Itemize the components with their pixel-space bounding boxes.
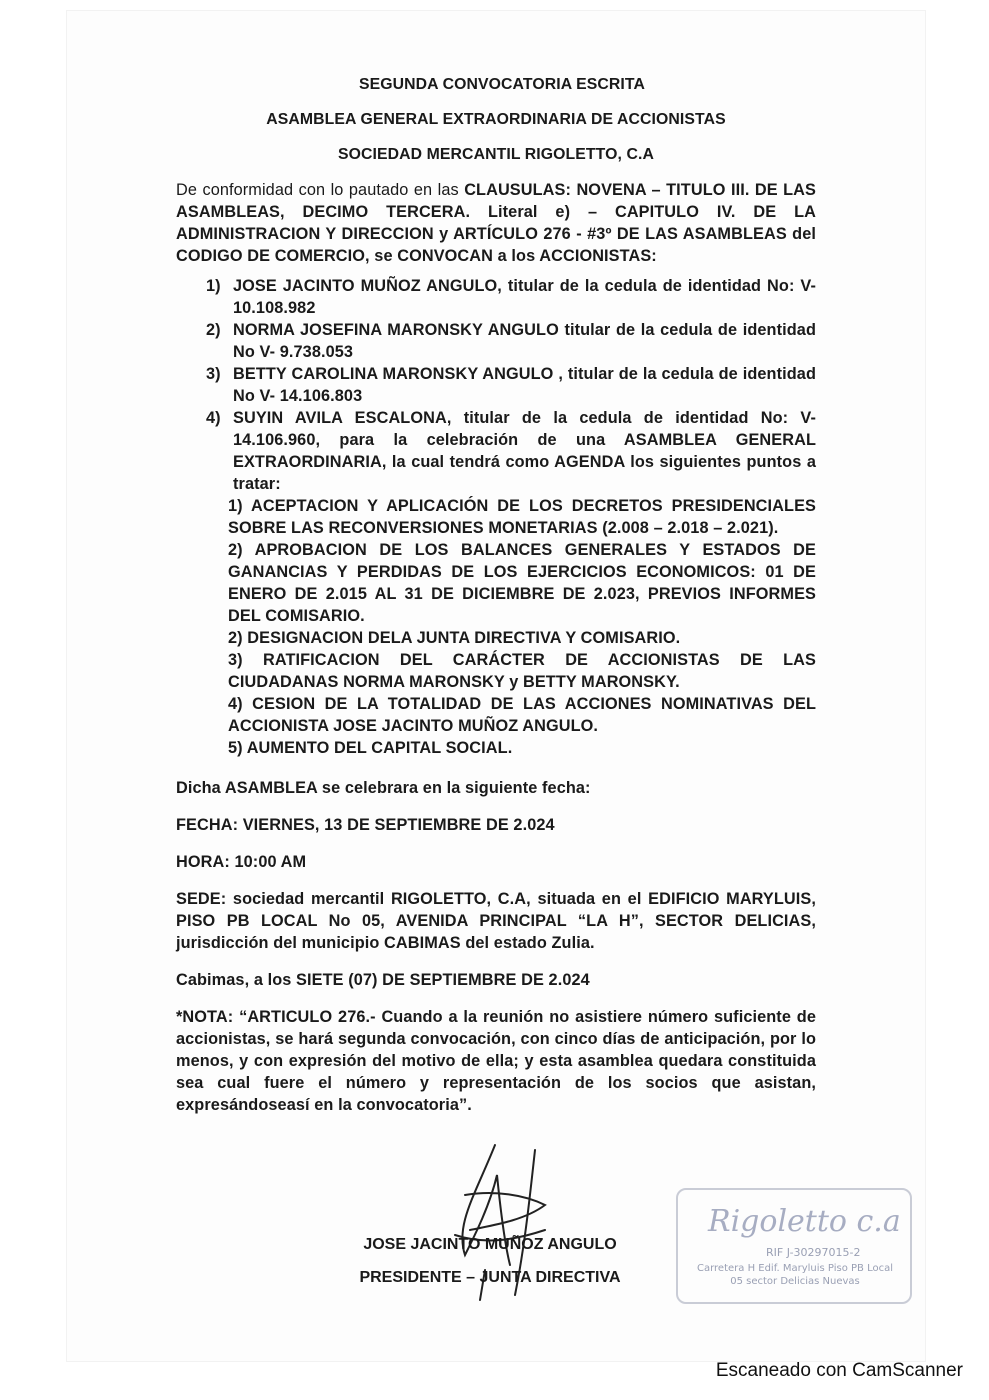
shareholder-text: BETTY CAROLINA MARONSKY ANGULO , titular de la cedula de identidad No V- 14.106.803 xyxy=(233,365,816,405)
signer-role: PRESIDENTE – JUNTA DIRECTIVA xyxy=(359,1269,621,1286)
stamp-address: Carretera H Edif. Maryluis Piso PB Local 05 sector Delicias Nuevas xyxy=(696,1263,894,1287)
scanner-watermark: Escaneado con CamScanner xyxy=(715,1360,963,1381)
agenda-item: 5) AUMENTO DEL CAPITAL SOCIAL. xyxy=(228,739,513,757)
stamp-rif: RIF J-30297015-2 xyxy=(766,1246,861,1259)
shareholder-number: 3) xyxy=(206,365,221,383)
place-and-date: Cabimas, a los SIETE (07) DE SEPTIEMBRE DE 2.024 xyxy=(176,971,590,989)
shareholder-item xyxy=(206,363,816,407)
shareholder-number: 1) xyxy=(206,277,221,295)
shareholder-item xyxy=(206,275,816,319)
shareholder-text: NORMA JOSEFINA MARONSKY ANGULO titular de la cedula de identidad No V- 9.738.053 xyxy=(233,321,816,361)
shareholder-item xyxy=(206,319,816,363)
intro-paragraph xyxy=(176,179,816,267)
agenda-item: 3) RATIFICACION DEL CARÁCTER DE ACCIONISTAS DE LAS CIUDADANAS NORMA MARONSKY y BETTY MARONSKY. xyxy=(228,651,816,691)
company-stamp xyxy=(676,1188,912,1304)
shareholder-list xyxy=(206,275,816,495)
signature-block xyxy=(330,1228,650,1294)
intro-part-3: Literal e) – CAPITULO IV. DE LA ADMINISTRACION Y DIRECCION y ARTÍCULO 276 - #3º DE LAS ASAMBLEAS del CODIGO DE COMERCIO, se CONVOCAN a los ACCIONISTAS: xyxy=(176,203,816,265)
stamp-logo: Rigoletto c.a xyxy=(708,1204,901,1239)
shareholder-number: 2) xyxy=(206,321,221,339)
meeting-time: HORA: 10:00 AM xyxy=(176,853,307,871)
meeting-venue: SEDE: sociedad mercantil RIGOLETTO, C.A, situada en el EDIFICIO MARYLUIS, PISO PB LOCAL No 05, AVENIDA PRINCIPAL “LA H”, SECTOR DELICIAS, jurisdicción del municipio CABIMAS del estado Zulia. xyxy=(176,890,816,952)
shareholder-item xyxy=(206,407,816,495)
agenda-list xyxy=(228,495,816,759)
signer-name: JOSE JACINTO MUÑOZ ANGULO xyxy=(363,1236,617,1253)
shareholder-text: JOSE JACINTO MUÑOZ ANGULO, titular de la cedula de identidad No: V- 10.108.982 xyxy=(233,277,816,317)
document-body xyxy=(176,74,816,1116)
document-title: SEGUNDA CONVOCATORIA ESCRITA xyxy=(359,76,645,93)
agenda-item: 1) ACEPTACION Y APLICACIÓN DE LOS DECRETOS PRESIDENCIALES SOBRE LAS RECONVERSIONES MONETARIAS (2.008 – 2.018 – 2.021). xyxy=(228,497,816,537)
document-subtitle: ASAMBLEA GENERAL EXTRAORDINARIA DE ACCIONISTAS xyxy=(266,111,726,128)
shareholder-number: 4) xyxy=(206,409,221,427)
intro-part-2: CLAUSULAS: NOVENA – TITULO III. DE LAS ASAMBLEAS, DECIMO TERCERA. xyxy=(176,181,816,221)
agenda-item: 2) APROBACION DE LOS BALANCES GENERALES Y ESTADOS DE GANANCIAS Y PERDIDAS DE LOS EJERCICIOS ECONOMICOS: 01 DE ENERO DE 2.015 AL 31 DE DICIEMBRE DE 2.023, PREVIOS INFORMES DEL COMISARIO. xyxy=(228,541,816,625)
agenda-item: 4) CESION DE LA TOTALIDAD DE LAS ACCIONES NOMINATIVAS DEL ACCIONISTA JOSE JACINTO MUÑOZ ANGULO. xyxy=(228,695,816,735)
company-name: SOCIEDAD MERCANTIL RIGOLETTO, C.A xyxy=(337,146,655,163)
intro-part-1: De conformidad con lo pautado en las xyxy=(176,181,465,199)
meeting-date: FECHA: VIERNES, 13 DE SEPTIEMBRE DE 2.024 xyxy=(176,816,555,834)
legal-note: *NOTA: “ARTICULO 276.- Cuando a la reunión no asistiere número suficiente de accionistas, se hará segunda convocación, con cinco días de anticipación, por lo menos, y con expresión del motivo de ella; y esta asamblea quedara constituida sea cual fuere el número y representación de los socios que asistan, expresándoseasí en la convocatoria”. xyxy=(176,1008,816,1114)
date-intro: Dicha ASAMBLEA se celebrara en la siguiente fecha: xyxy=(176,779,591,797)
agenda-item: 2) DESIGNACION DELA JUNTA DIRECTIVA Y COMISARIO. xyxy=(228,629,681,647)
shareholder-text: SUYIN AVILA ESCALONA, titular de la cedula de identidad No: V- 14.106.960, para la celebración de una ASAMBLEA GENERAL EXTRAORDINARIA, la cual tendrá como AGENDA los siguientes puntos a tratar: xyxy=(233,409,816,493)
